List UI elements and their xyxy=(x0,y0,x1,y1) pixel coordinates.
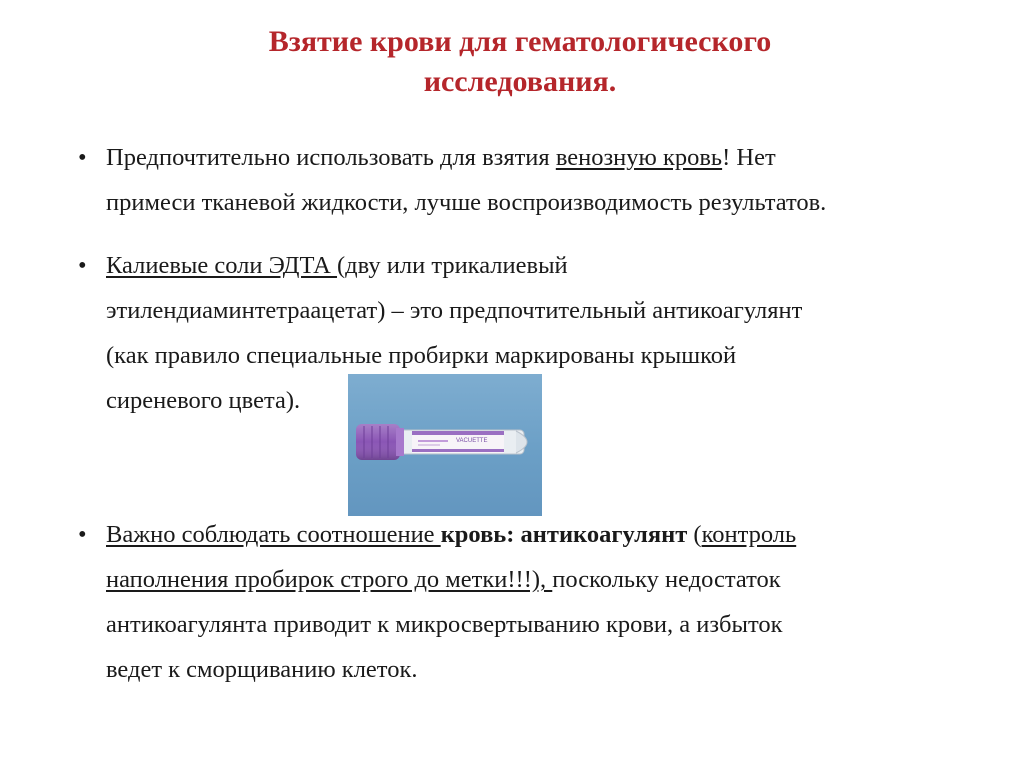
text-segment: поскольку недостаток xyxy=(552,566,781,593)
text-segment: (дву или трикалиевый xyxy=(337,252,568,279)
bullet-2-line-3: (как правило специальные пробирки маркированы крышкой xyxy=(106,342,737,369)
bullet-text xyxy=(106,135,936,225)
slide-title xyxy=(120,22,920,102)
bullet-2-line-2: этилендиаминтетраацетат) – это предпочтительный антикоагулянт xyxy=(106,297,803,324)
tube-illustration xyxy=(348,374,542,516)
underlined-term: наполнения пробирок строго до метки!!!), xyxy=(106,566,553,593)
bullet-dot: • xyxy=(78,252,87,279)
bullet-1-line-1 xyxy=(106,135,936,180)
edta-tube-photo xyxy=(348,374,542,516)
underlined-term: венозную кровь xyxy=(555,144,723,171)
bullet-2-line-4: сиреневого цвета). xyxy=(106,387,301,414)
text-segment: ( xyxy=(687,521,702,548)
title-line-2: исследования. xyxy=(423,65,617,98)
underlined-term: Калиевые соли ЭДТА xyxy=(106,252,338,279)
title-line-1: Взятие крови для гематологического xyxy=(268,25,772,58)
bold-term: кровь: антикоагулянт xyxy=(440,521,688,548)
bullet-3-line-4: ведет к сморщиванию клеток. xyxy=(106,656,418,683)
underlined-term: контроль xyxy=(701,521,797,548)
bullet-3-line-2 xyxy=(106,557,936,602)
bullet-2-line-1 xyxy=(106,243,936,288)
bullet-dot: • xyxy=(78,144,87,171)
bullet-text xyxy=(106,512,936,692)
bullet-blood-anticoagulant-ratio xyxy=(78,512,936,692)
text-segment: ! Нет xyxy=(722,144,776,171)
bullet-venous-blood xyxy=(78,135,936,225)
tube-label-text: VACUETTE xyxy=(456,438,488,444)
bullet-3-line-1 xyxy=(106,512,936,557)
text-segment: Предпочтительно использовать для взятия xyxy=(106,144,556,171)
bullet-1-line-2: примеси тканевой жидкости, лучше воспроизводимость результатов. xyxy=(106,189,827,216)
underlined-term: Важно соблюдать соотношение xyxy=(106,521,441,548)
bullet-3-line-3: антикоагулянта приводит к микросвертыванию крови, а избыток xyxy=(106,611,783,638)
bullet-dot: • xyxy=(78,521,87,548)
